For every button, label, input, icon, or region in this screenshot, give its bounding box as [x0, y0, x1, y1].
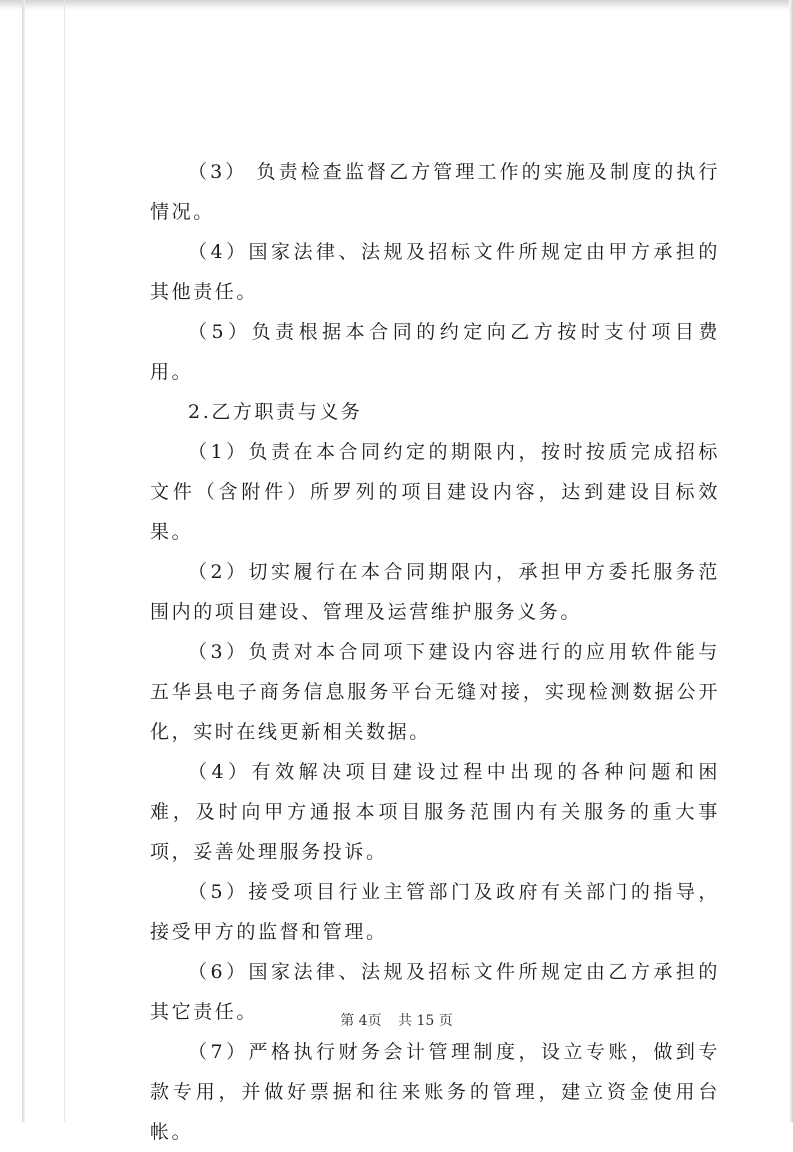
paragraph-b2: （2）切实履行在本合同期限内，承担甲方委托服务范围内的项目建设、管理及运营维护服务义务。 [150, 561, 720, 623]
page-footer [0, 1010, 793, 1030]
page-total: 共 15 页 [398, 1013, 453, 1029]
page-number: 第 4页 [340, 1013, 382, 1029]
paragraph-b7: （7）严格执行财务会计管理制度，设立专账，做到专款专用，并做好票据和往来账务的管理，建立资金使用台帐。 [150, 1041, 720, 1143]
paragraph-a3: （3） 负责检查监督乙方管理工作的实施及制度的执行情况。 [150, 161, 720, 223]
paragraph-a5: （5）负责根据本合同的约定向乙方按时支付项目费用。 [150, 321, 720, 383]
section-heading: 2.乙方职责与义务 [188, 401, 363, 423]
document-body [150, 152, 720, 1152]
paragraph-b6: （6）国家法律、法规及招标文件所规定由乙方承担的其它责任。 [150, 961, 720, 1023]
paragraph-a4: （4）国家法律、法规及招标文件所规定由甲方承担的其他责任。 [150, 241, 720, 303]
paragraph-b3: （3）负责对本合同项下建设内容进行的应用软件能与五华县电子商务信息服务平台无缝对接，实现检测数据公开化，实时在线更新相关数据。 [150, 641, 720, 743]
scan-edge-left [22, 0, 25, 1122]
scan-edge-right [789, 0, 793, 1122]
paragraph-b4: （4）有效解决项目建设过程中出现的各种问题和困难，及时向甲方通报本项目服务范围内有关服务的重大事项，妥善处理服务投诉。 [150, 761, 720, 863]
paragraph-b1: （1）负责在本合同约定的期限内，按时按质完成招标文件（含附件）所罗列的项目建设内容，达到建设目标效果。 [150, 441, 720, 543]
scan-edge-top [0, 0, 793, 10]
paragraph-b5: （5）接受项目行业主管部门及政府有关部门的指导，接受甲方的监督和管理。 [150, 881, 720, 943]
scan-binding-line [64, 0, 65, 1122]
